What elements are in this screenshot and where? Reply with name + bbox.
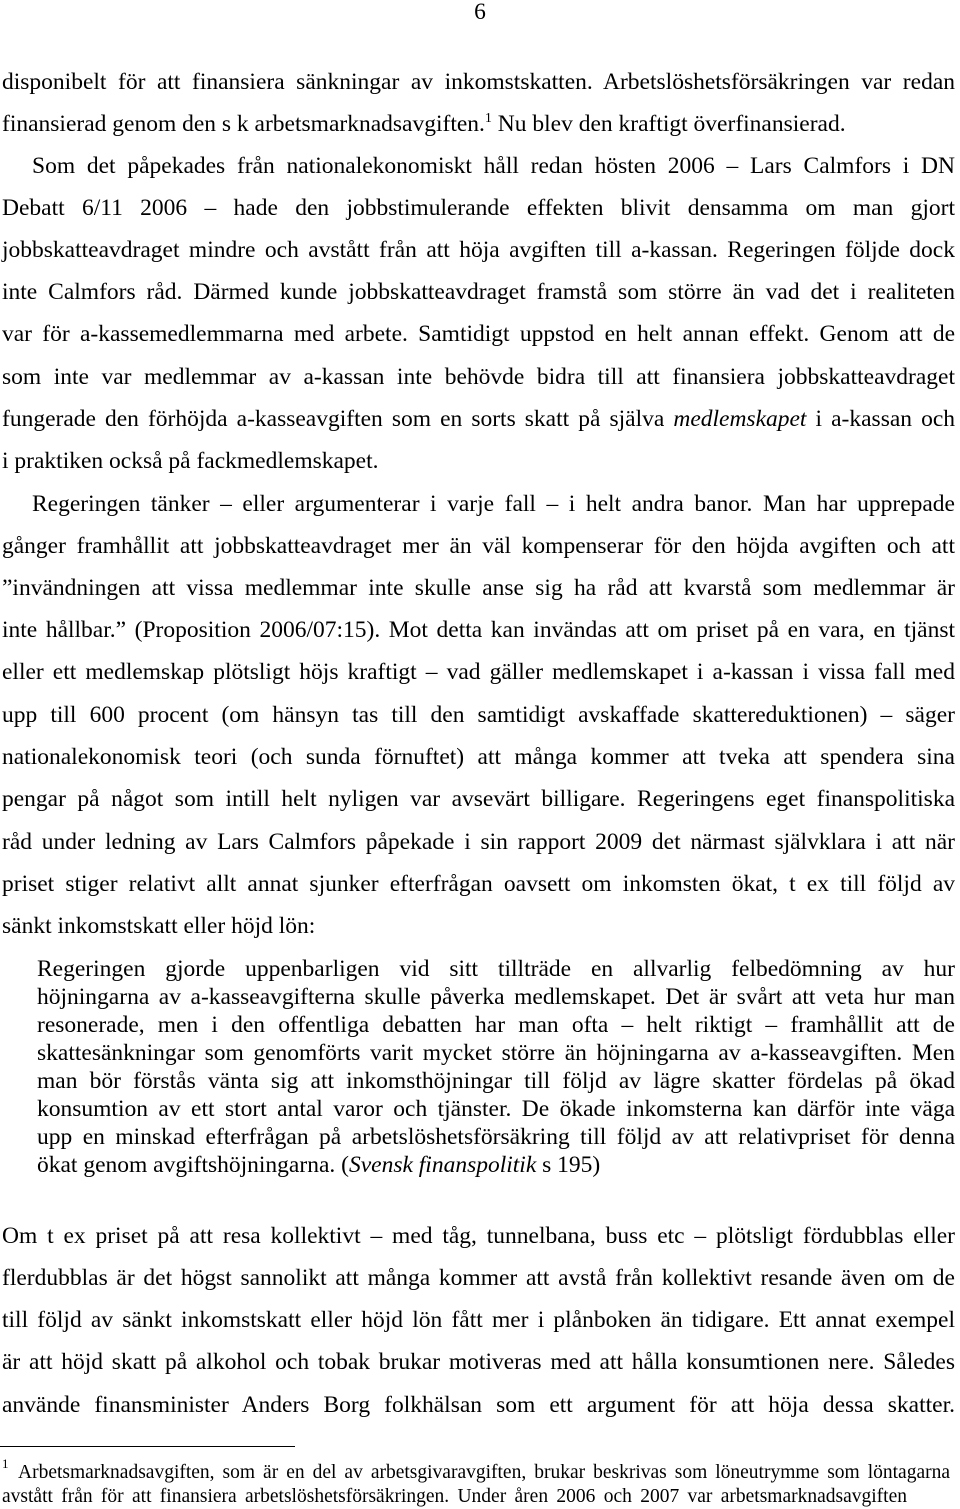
text-line: jobbskatteavdraget mindre och avstått från att höja avgiften till a-kassan. Regeringen följde dock [2, 237, 955, 263]
text-line: priset stiger relativt allt annat sjunker efterfrågan oavsett om inkomsten ökat, t ex till följd av [2, 871, 955, 897]
text-line: ”invändningen att vissa medlemmar inte skulle anse sig ha råd att kvarstå som medlemmar är [2, 575, 955, 601]
text-line: var för a-kassemedlemmarna med arbete. Samtidigt uppstod en helt annan effekt. Genom att de [2, 321, 955, 347]
footnote-line: Arbetsmarknadsavgiften, som är en del av arbetsgivaravgiften, brukar beskrivas som löneutrymme som löntagarna [18, 1462, 950, 1483]
quote-line [37, 1151, 955, 1179]
quote-line: resonerade, men i den offentliga debatten har man ofta – helt riktigt – framhållit att de [37, 1012, 955, 1038]
book-title: Svensk finanspolitik [348, 1152, 537, 1178]
quote-line: man bör förstås vänta sig att inkomsthöjningar till följd av lägre skatter fördelas på ökad [37, 1068, 955, 1094]
text-line: inte hållbar.” (Proposition 2006/07:15). Mot detta kan invändas att om priset på en vara, en tjänst [2, 617, 955, 643]
text-line: gånger framhållit att jobbskatteavdraget mer än väl kompenserar för den höjda avgiften och att [2, 533, 955, 559]
text-line: disponibelt för att finansiera sänkningar av inkomstskatten. Arbetslöshetsförsäkringen var redan [2, 69, 955, 95]
emphasis-text: medlemskapet [673, 406, 807, 432]
text-segment: s 195) [536, 1152, 601, 1178]
quote-line: höjningarna av a-kasseavgifterna skulle påverka medlemskapet. Det är svårt att veta hur man [37, 984, 955, 1010]
quote-line: upp en minskad efterfrågan på arbetslöshetsförsäkring till följd av att relativpriset för denna [37, 1124, 955, 1150]
text-line: till följd av sänkt inkomstskatt eller höjd lön fått mer i plånboken än tidigare. Ett annat exempel [2, 1307, 955, 1333]
footnote-line: avstått från för att finansiera arbetslöshetsförsäkringen. Under åren 2006 och 2007 var arbetsmarknadsavgiften [2, 1486, 907, 1507]
text-segment: i a-kassan och [806, 406, 956, 432]
text-segment: ökat genom avgiftshöjningarna. ( [37, 1152, 349, 1178]
text-segment: finansierad genom den s k arbetsmarknadsavgiften. [2, 111, 485, 137]
footnote-separator [0, 1446, 295, 1447]
text-line: Som det påpekades från nationalekonomiskt håll redan hösten 2006 – Lars Calmfors i DN [32, 153, 955, 179]
text-line: råd under ledning av Lars Calmfors påpekade i sin rapport 2009 det närmast självklara i att när [2, 829, 955, 855]
text-line: eller ett medlemskap plötsligt höjs kraftigt – vad gäller medlemskapet i a-kassan i vissa fall med [2, 659, 955, 685]
quote-line: konsumtion av ett stort antal varor och tjänster. De ökade inkomsterna kan därför inte väga [37, 1096, 955, 1122]
text-line: Om t ex priset på att resa kollektivt – med tåg, tunnelbana, buss etc – plötsligt fördubblas eller [2, 1223, 955, 1249]
text-line: är att höjd skatt på alkohol och tobak brukar motiveras med att hålla konsumtionen nere. Således [2, 1349, 955, 1375]
quote-line: Regeringen gjorde uppenbarligen vid sitt tillträde en allvarlig felbedömning av hur [37, 956, 955, 982]
text-line: i praktiken också på fackmedlemskapet. [2, 448, 379, 474]
footnote-marker: 1 [2, 1456, 9, 1471]
text-line: använde finansminister Anders Borg folkhälsan som ett argument för att höja dessa skatter. [2, 1392, 955, 1418]
text-line [2, 103, 955, 145]
text-line: inte Calmfors råd. Därmed kunde jobbskatteavdraget framstå som större än vad det i realiteten [2, 279, 955, 305]
page-number: 6 [474, 0, 486, 25]
quote-line: skattesänkningar som genomförts varit mycket större än höjningarna av a-kasseavgiften. Men [37, 1040, 955, 1066]
text-line: Regeringen tänker – eller argumenterar i varje fall – i helt andra banor. Man har upprepade [32, 491, 955, 517]
text-line: nationalekonomisk teori (och sunda förnuftet) att många kommer att tveka att spendera sina [2, 744, 955, 770]
text-line: flerdubblas är det högst sannolikt att många kommer att avstå från kollektivt resande även om de [2, 1265, 955, 1291]
text-line: upp till 600 procent (om hänsyn tas till den samtidigt avskaffade skattereduktionen) – säger [2, 702, 955, 728]
text-line [2, 398, 955, 440]
text-line: pengar på något som intill helt nyligen var avsevärt billigare. Regeringens eget finanspolitiska [2, 786, 955, 812]
text-line: sänkt inkomstskatt eller höjd lön: [2, 913, 316, 939]
text-line: Debatt 6/11 2006 – hade den jobbstimulerande effekten blivit densamma om man gjort [2, 195, 955, 221]
text-segment: Nu blev den kraftigt överfinansierad. [491, 111, 846, 137]
text-segment: fungerade den förhöjda a-kasseavgiften som en sorts skatt på själva [2, 406, 674, 432]
footnote-reference[interactable]: 1 [484, 111, 492, 127]
text-line: som inte var medlemmar av a-kassan inte behövde bidra till att finansiera jobbskatteavdraget [2, 364, 955, 390]
